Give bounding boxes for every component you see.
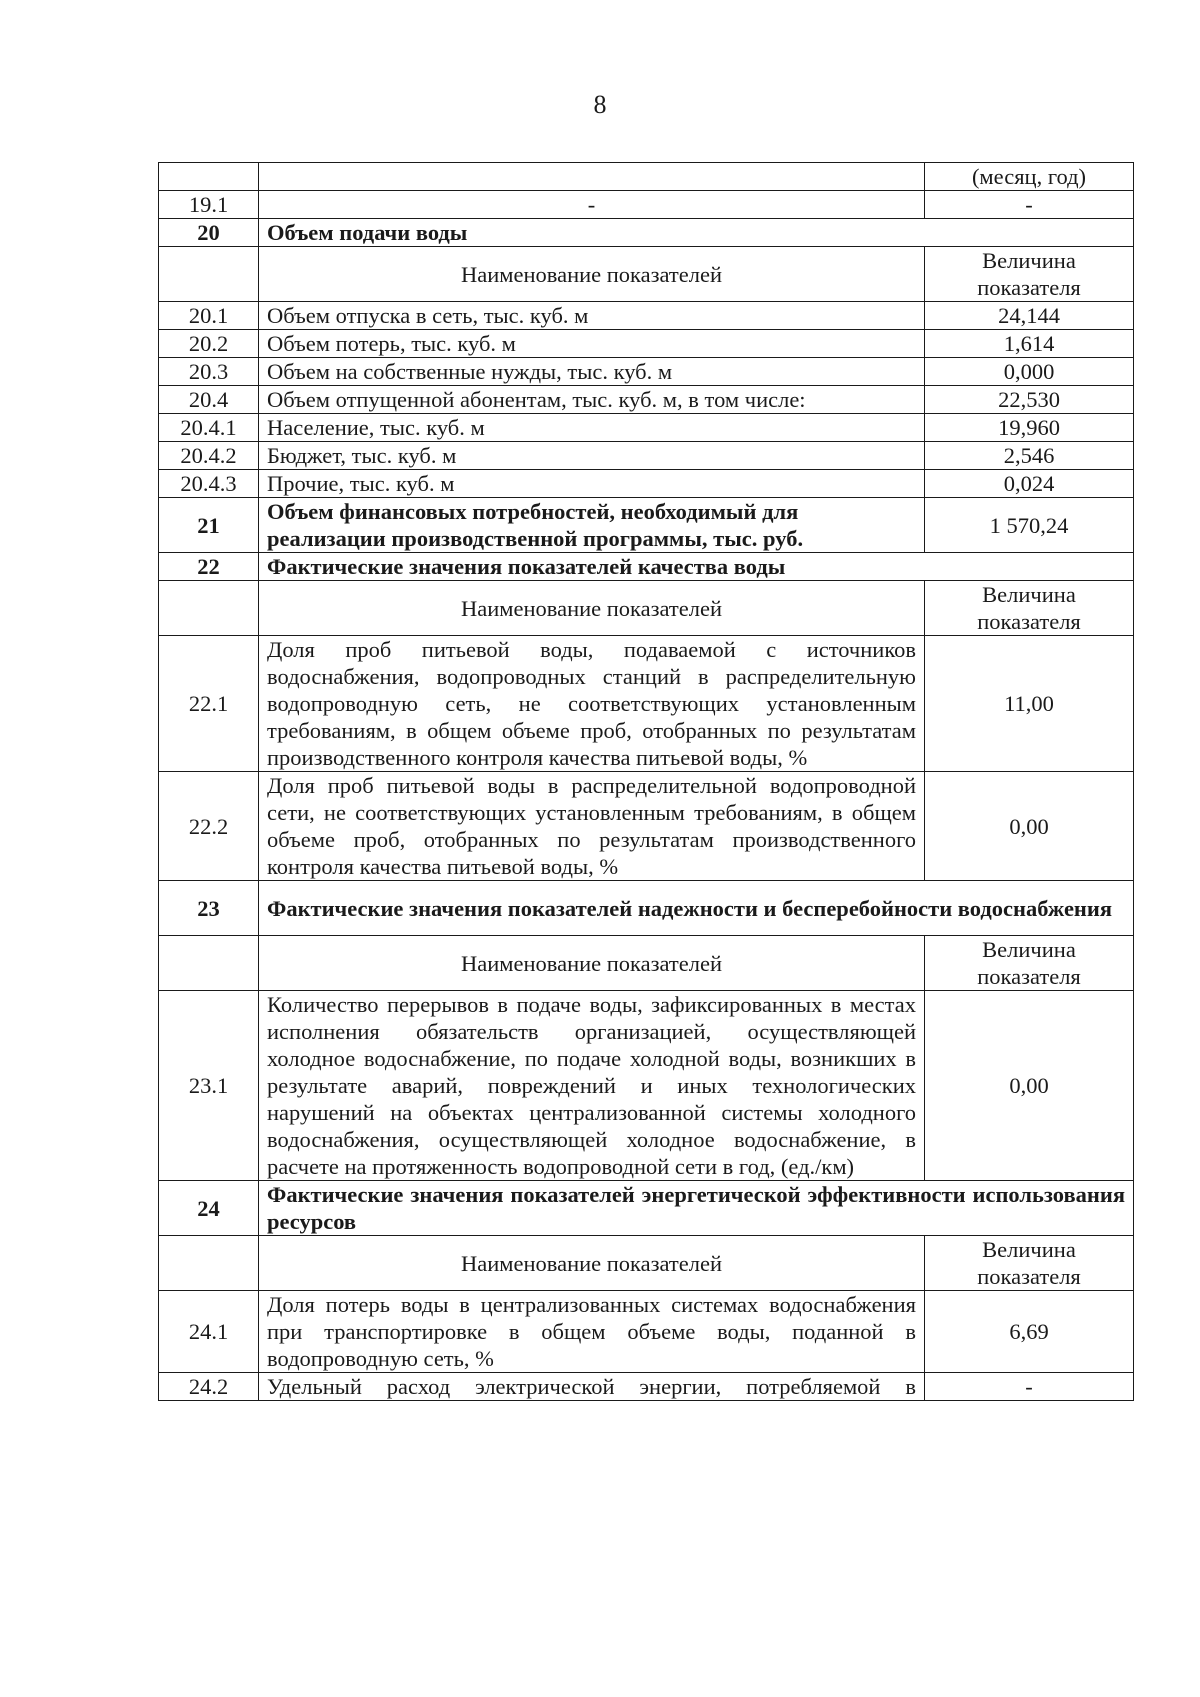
- row-number: 23.1: [159, 991, 259, 1181]
- indicator-name: Объем отпущенной абонентам, тыс. куб. м, в том числе:: [259, 386, 925, 414]
- indicator-name: Объем финансовых потребностей, необходимый для реализации производственной программы, тыс. руб.: [259, 498, 925, 553]
- indicator-value: 0,024: [925, 470, 1134, 498]
- table-row: [159, 414, 1134, 442]
- table-row: [159, 470, 1134, 498]
- column-header-name: Наименование показателей: [259, 1236, 925, 1291]
- section-title: Фактические значения показателей надежности и бесперебойности водоснабжения: [259, 881, 1134, 936]
- indicator-value: 1,614: [925, 330, 1134, 358]
- table-row: [159, 358, 1134, 386]
- row-number: 20.1: [159, 302, 259, 330]
- section-number: 24: [159, 1181, 259, 1236]
- indicator-value: -: [925, 191, 1134, 219]
- section-number: 22: [159, 553, 259, 581]
- indicator-name: Бюджет, тыс. куб. м: [259, 442, 925, 470]
- table-row: [159, 498, 1134, 553]
- table-row: [159, 1291, 1134, 1373]
- column-header-name: Наименование показателей: [259, 936, 925, 991]
- indicator-value: 19,960: [925, 414, 1134, 442]
- indicator-value: 11,00: [925, 636, 1134, 772]
- indicator-name: -: [259, 191, 925, 219]
- indicator-value: 0,00: [925, 772, 1134, 881]
- section-row: [159, 1181, 1134, 1236]
- indicator-name: Объем на собственные нужды, тыс. куб. м: [259, 358, 925, 386]
- table-row: [159, 330, 1134, 358]
- section-row: [159, 219, 1134, 247]
- column-header-row: [159, 247, 1134, 302]
- table-row: [159, 991, 1134, 1181]
- indicator-name: Доля потерь воды в централизованных системах водоснабжения при транспортировке в общем объеме воды, поданной в водопроводную сеть, %: [259, 1291, 925, 1373]
- indicator-name: Прочие, тыс. куб. м: [259, 470, 925, 498]
- table-row: [159, 163, 1134, 191]
- indicator-name: Доля проб питьевой воды в распределительной водопроводной сети, не соответствующих установленным требованиям, в общем объеме проб, отобранных по результатам производственного контроля качества питьевой воды, %: [259, 772, 925, 881]
- indicator-value: -: [925, 1373, 1134, 1401]
- empty-cell: [159, 581, 259, 636]
- table-row: [159, 772, 1134, 881]
- table-row: [159, 302, 1134, 330]
- column-header-name: Наименование показателей: [259, 581, 925, 636]
- row-number: 22.2: [159, 772, 259, 881]
- period-header-cell: (месяц, год): [925, 163, 1134, 191]
- indicator-name: Удельный расход электрической энергии, потребляемой в: [259, 1373, 925, 1401]
- section-number: 20: [159, 219, 259, 247]
- section-row: [159, 553, 1134, 581]
- column-header-row: [159, 936, 1134, 991]
- row-number: 20.4.1: [159, 414, 259, 442]
- column-header-name: Наименование показателей: [259, 247, 925, 302]
- column-header-value: Величина показателя: [925, 936, 1134, 991]
- indicator-name: Доля проб питьевой воды, подаваемой с источников водоснабжения, водопроводных станций в распределительную водопроводную сеть, не соответствующих установленным требованиям, в общем объеме проб, отобранных по результатам производственного контроля качества питьевой воды, %: [259, 636, 925, 772]
- indicator-value: 6,69: [925, 1291, 1134, 1373]
- section-title: Фактические значения показателей энергетической эффективности использования ресурсов: [259, 1181, 1134, 1236]
- row-number: 24.2: [159, 1373, 259, 1401]
- table-row: [159, 442, 1134, 470]
- row-number: 20.2: [159, 330, 259, 358]
- empty-cell: [159, 163, 259, 191]
- row-number: 20.4.2: [159, 442, 259, 470]
- section-row: [159, 881, 1134, 936]
- table-row: [159, 386, 1134, 414]
- indicator-value: 24,144: [925, 302, 1134, 330]
- indicator-value: 2,546: [925, 442, 1134, 470]
- table-row: [159, 191, 1134, 219]
- empty-cell: [159, 247, 259, 302]
- column-header-row: [159, 581, 1134, 636]
- column-header-value: Величина показателя: [925, 581, 1134, 636]
- indicator-name: Объем потерь, тыс. куб. м: [259, 330, 925, 358]
- column-header-row: [159, 1236, 1134, 1291]
- column-header-value: Величина показателя: [925, 1236, 1134, 1291]
- indicator-name: Объем отпуска в сеть, тыс. куб. м: [259, 302, 925, 330]
- empty-cell: [259, 163, 925, 191]
- empty-cell: [159, 936, 259, 991]
- table-row: [159, 1373, 1134, 1401]
- section-number: 23: [159, 881, 259, 936]
- indicator-value: 0,00: [925, 991, 1134, 1181]
- indicator-name: Количество перерывов в подаче воды, зафиксированных в местах исполнения обязательств организацией, осуществляющей холодное водоснабжение, по подаче холодной воды, возникших в результате аварий, повреждений и иных технологических нарушений на объектах централизованной системы холодного водоснабжения, осуществляющей холодное водоснабжение, в расчете на протяженность водопроводной сети в год, (ед./км): [259, 991, 925, 1181]
- section-title: Фактические значения показателей качества воды: [259, 553, 1134, 581]
- row-number: 24.1: [159, 1291, 259, 1373]
- indicators-table: [158, 162, 1134, 1401]
- row-number: 22.1: [159, 636, 259, 772]
- row-number: 20.4.3: [159, 470, 259, 498]
- section-title: Объем подачи воды: [259, 219, 1134, 247]
- row-number: 20.3: [159, 358, 259, 386]
- column-header-value: Величина показателя: [925, 247, 1134, 302]
- indicator-name: Население, тыс. куб. м: [259, 414, 925, 442]
- indicator-value: 0,000: [925, 358, 1134, 386]
- empty-cell: [159, 1236, 259, 1291]
- table-row: [159, 636, 1134, 772]
- row-number: 19.1: [159, 191, 259, 219]
- indicator-value: 1 570,24: [925, 498, 1134, 553]
- indicator-value: 22,530: [925, 386, 1134, 414]
- row-number: 20.4: [159, 386, 259, 414]
- page-number: 8: [593, 90, 607, 119]
- row-number: 21: [159, 498, 259, 553]
